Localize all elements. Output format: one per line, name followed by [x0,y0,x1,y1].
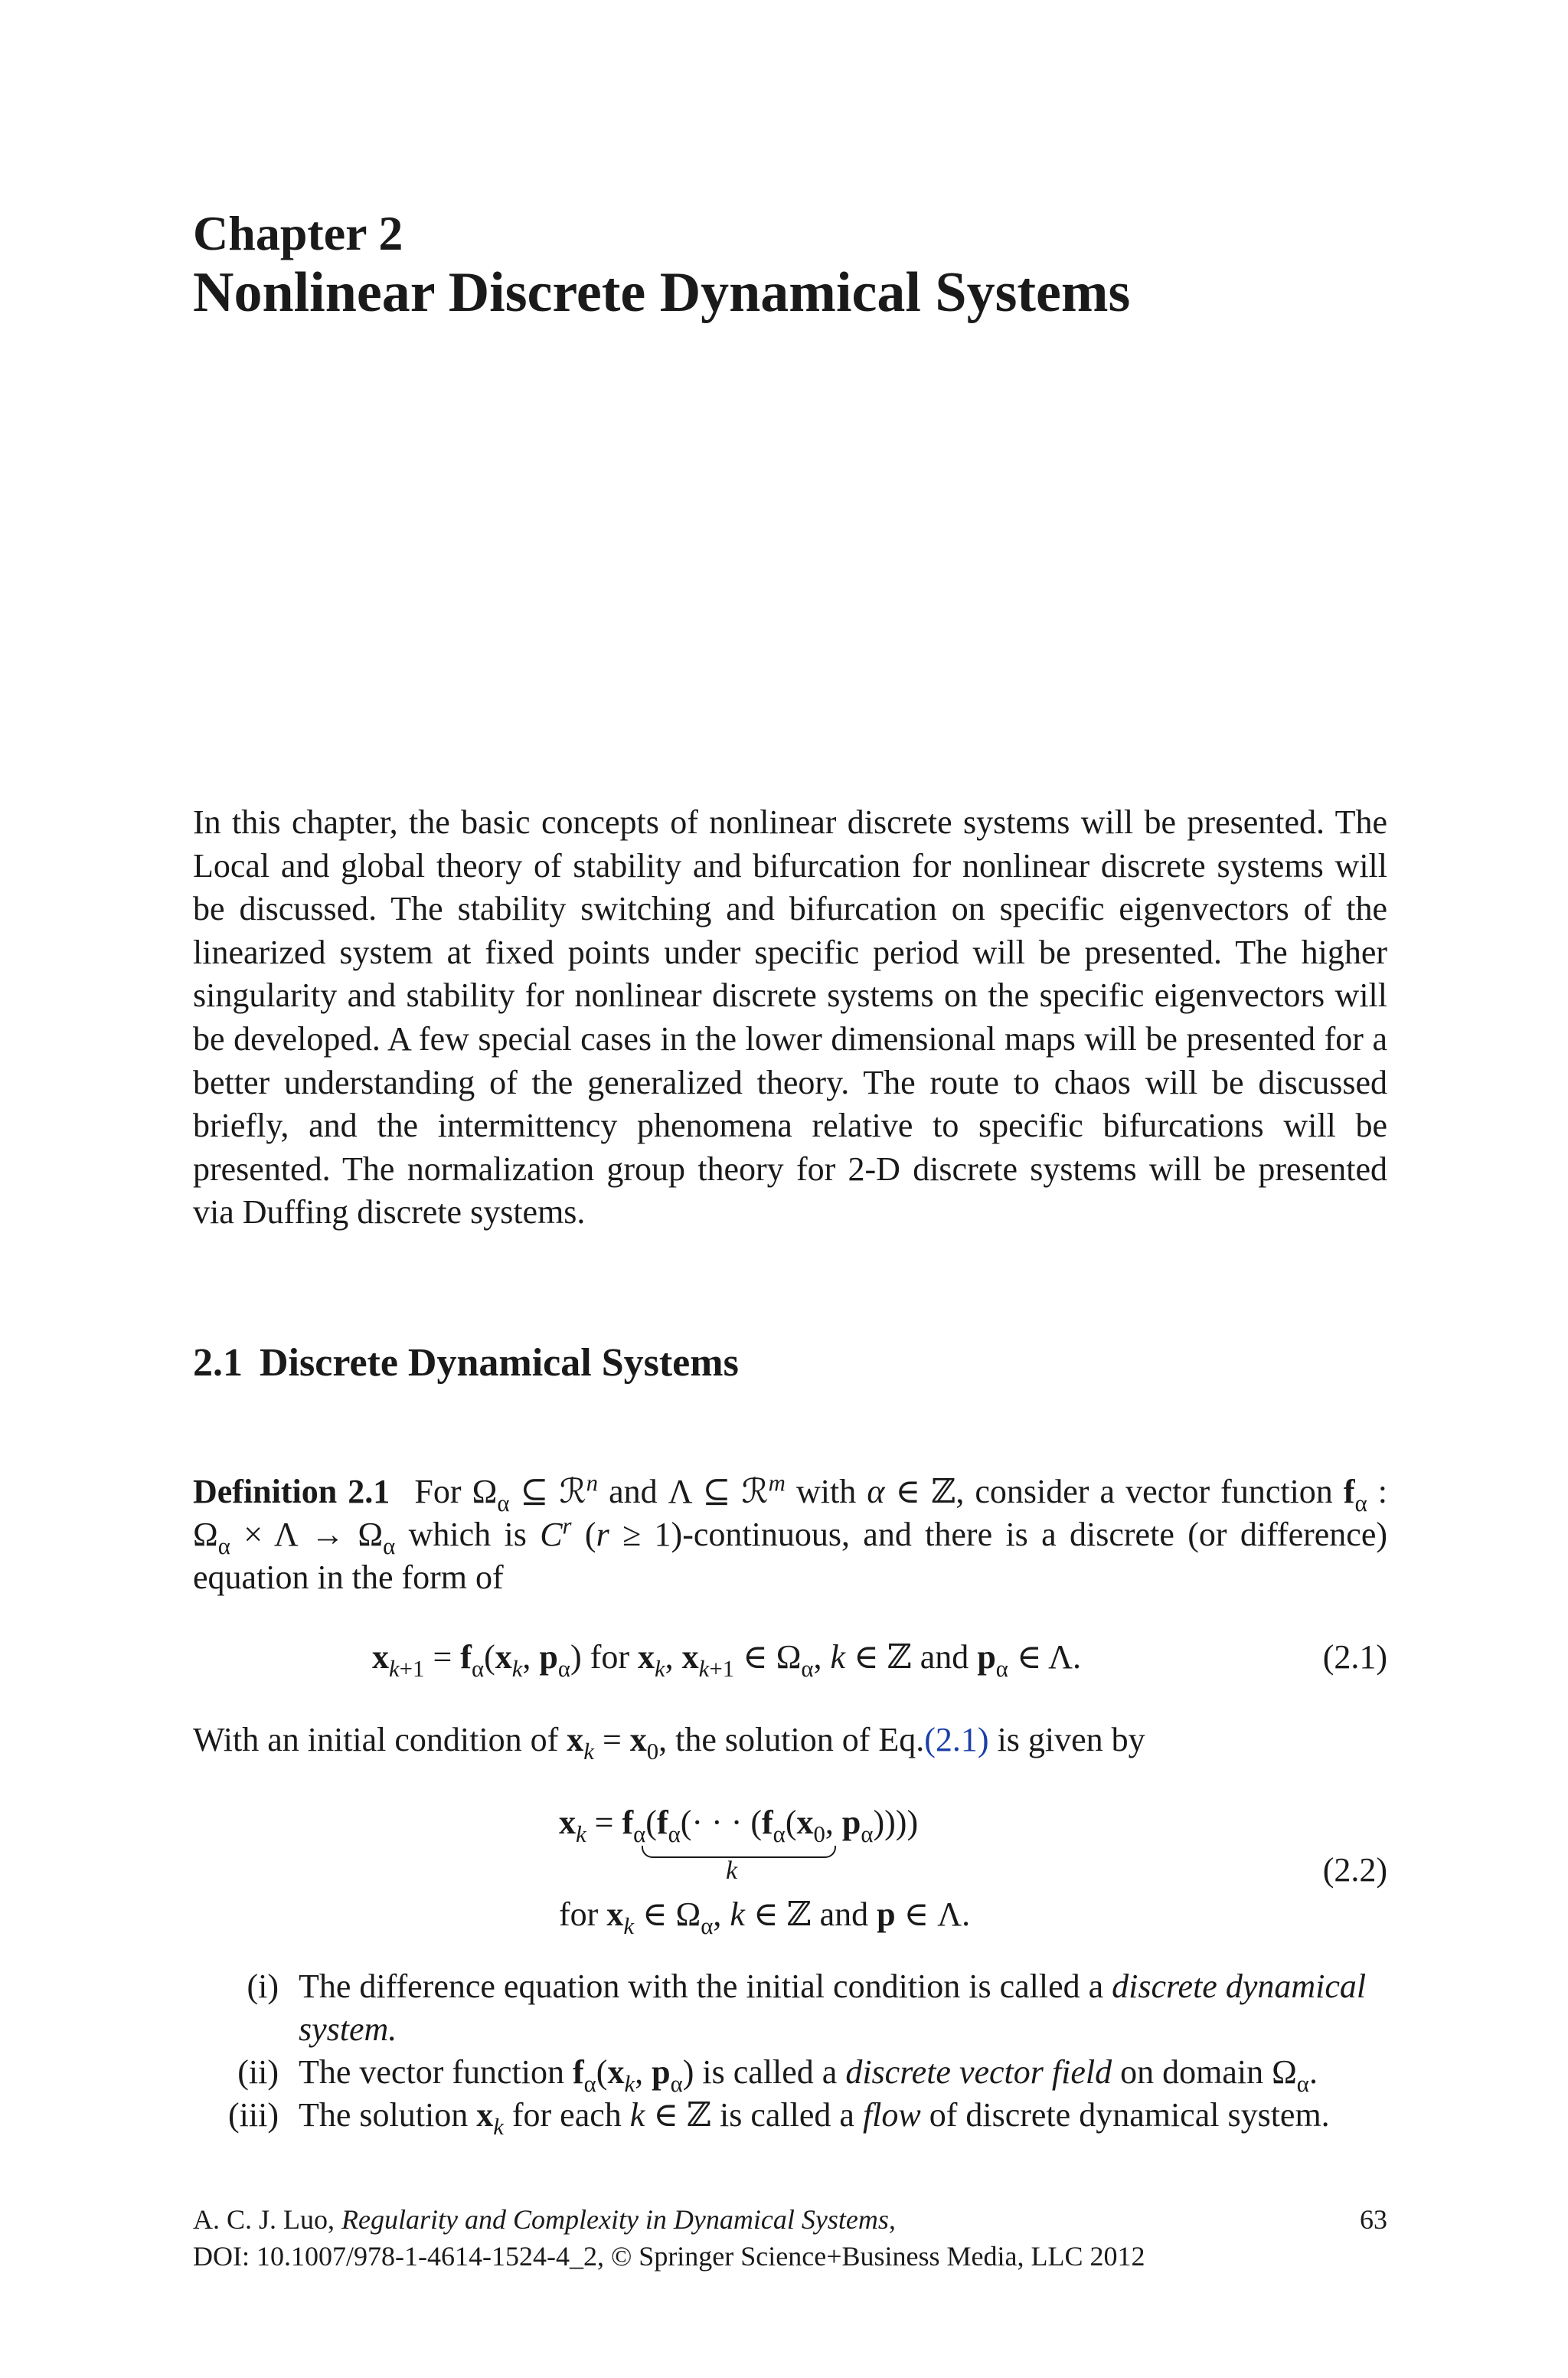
page-number: 63 [1360,2204,1387,2235]
definition-2-1: Definition 2.1 For $\Omega_\alpha$ ⊆ ℛ$^n$ and Λ ⊆ ℛ$^m$ with α ∈ ℤ, consider a vector function $f_\alpha$ : $\Omega_\alpha \times \Lambda \to \Omega_\alpha$ which is $C^r$ (r ≥ 1)-continuous, and there is a discrete (or difference) equation in the form of [193,1470,1388,1596]
equation-reference-link[interactable]: (2.1) [924,1721,989,1758]
definition-items [193,1965,1387,2140]
definition-head: Definition 2.1 [193,1473,390,1510]
chapter-abstract: In this chapter, the basic concepts of nonlinear discrete systems will be presented. The Local and global theory of stability and bifurcation for nonlinear discrete systems will be discussed. The stability switching and bifurcation on specific eigenvectors of the linearized system at fixed points under specific period will be presented. The higher singularity and stability for nonlinear discrete systems on the specific eigenvectors will be developed. A few special cases in the lower dimensional maps will be presented for a better understanding of the generalized theory. The route to chaos will be discussed briefly, and the intermittency phenomena relative to specific bifurcations will be presented. The normalization group theory for 2-D discrete systems will be presented via Duffing discrete systems. [193,803,1387,1232]
page-footer [193,2201,1387,2275]
doi-line: DOI: 10.1007/978-1-4614-1524-4_2, © Springer Science+Business Media, LLC 2012 [193,2241,1145,2272]
list-item: (iii) The solution $x_k$ for each k ∈ ℤ is called a flow of discrete dynamical system. [228,2096,1330,2140]
underbrace [642,1846,836,1858]
chapter-label: Chapter 2 [193,206,403,260]
initial-condition-text: With an initial condition of $x_k = x_0$, the solution of Eq.(2.1) is given by [193,1721,1145,1765]
equation-2-2: $x_k = f_\alpha(f_\alpha(\cdot$ · · ($f_\alpha(x_0$, $p_\alpha$)))) k for $x_k$ ∈ $\Omega_\alpha$, k ∈ ℤ and p ∈ Λ. (2.2) [559,1804,1387,1939]
section-number: 2.1 [193,1341,243,1385]
list-item: (ii) The vector function $f_\alpha(x_k$, $p_\alpha$) is called a discrete vector field on domain $\Omega_\alpha$. [237,2053,1318,2097]
equation-number: (2.1) [1322,1638,1387,1676]
section-heading [193,1340,739,1385]
section-title: Discrete Dynamical Systems [260,1341,739,1385]
citation-line: A. C. J. Luo, Regularity and Complexity in Dynamical Systems, [193,2204,896,2235]
chapter-title: Nonlinear Discrete Dynamical Systems [193,261,1131,324]
equation-number: (2.2) [1322,1851,1387,1889]
list-item: (i) The difference equation with the initial condition is called a discrete dynamical system. [247,1967,1367,2048]
